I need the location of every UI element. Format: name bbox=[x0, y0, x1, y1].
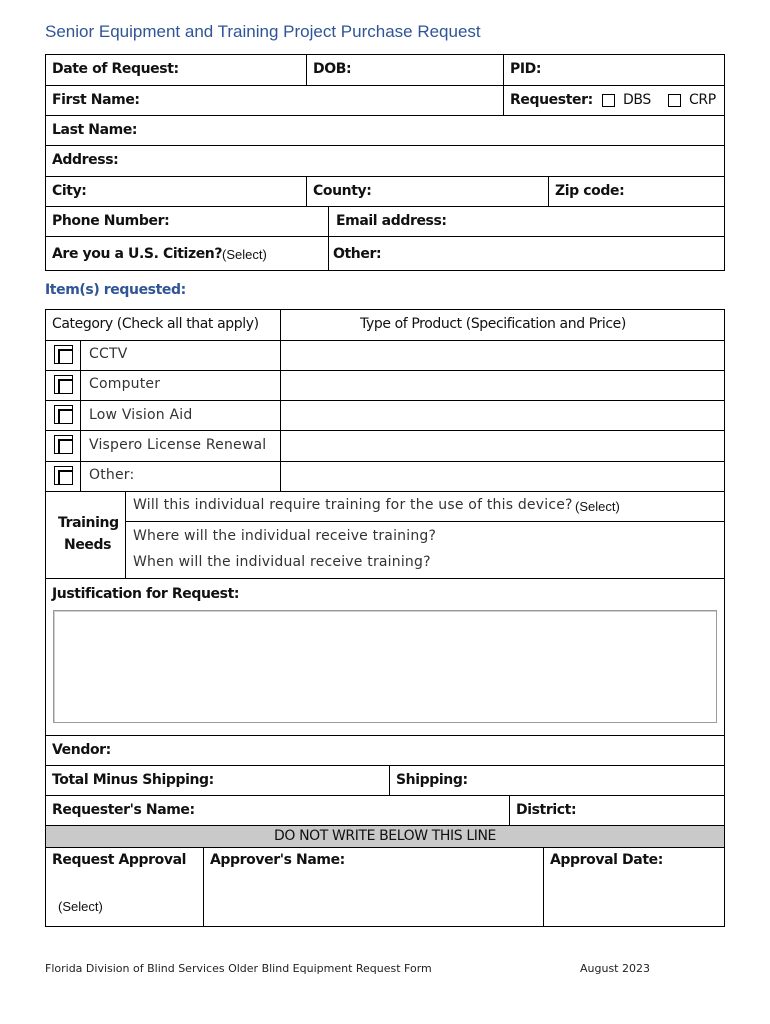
divider bbox=[45, 309, 725, 310]
zip-code-label: Zip code: bbox=[555, 183, 625, 199]
requester-label: Requester: bbox=[510, 92, 593, 108]
requester-dbs-label: DBS bbox=[623, 92, 651, 108]
category-vispero-checkbox[interactable] bbox=[54, 435, 73, 454]
request-approval-label: Request Approval bbox=[52, 852, 187, 868]
divider bbox=[45, 145, 725, 146]
divider bbox=[724, 309, 725, 579]
divider bbox=[724, 54, 725, 271]
divider bbox=[45, 54, 46, 271]
divider bbox=[80, 340, 81, 492]
divider bbox=[45, 340, 725, 341]
items-requested-heading: Item(s) requested: bbox=[45, 282, 186, 298]
city-label: City: bbox=[52, 183, 87, 199]
footer-form-name: Florida Division of Blind Services Older Blind Equipment Request Form bbox=[45, 962, 432, 975]
divider bbox=[543, 848, 544, 927]
email-address-label: Email address: bbox=[336, 213, 447, 229]
justification-textarea[interactable] bbox=[53, 610, 717, 723]
divider bbox=[548, 176, 549, 206]
divider bbox=[45, 795, 725, 796]
county-label: County: bbox=[313, 183, 372, 199]
category-computer-label: Computer bbox=[89, 376, 161, 392]
total-minus-shipping-label: Total Minus Shipping: bbox=[52, 772, 214, 788]
divider bbox=[389, 765, 390, 795]
category-vispero-label: Vispero License Renewal bbox=[89, 437, 267, 453]
justification-label: Justification for Request: bbox=[52, 586, 240, 602]
do-not-write-text: DO NOT WRITE BELOW THIS LINE bbox=[274, 828, 496, 844]
shipping-label: Shipping: bbox=[396, 772, 468, 788]
district-label: District: bbox=[516, 802, 577, 818]
divider bbox=[45, 735, 725, 736]
divider bbox=[45, 270, 725, 271]
divider bbox=[45, 370, 725, 371]
category-cctv-checkbox[interactable] bbox=[54, 345, 73, 364]
divider bbox=[306, 54, 307, 85]
last-name-label: Last Name: bbox=[52, 122, 138, 138]
divider bbox=[45, 926, 725, 927]
address-label: Address: bbox=[52, 152, 119, 168]
category-low-vision-aid-checkbox[interactable] bbox=[54, 405, 73, 424]
divider bbox=[125, 521, 725, 522]
category-header: Category (Check all that apply) bbox=[52, 316, 259, 332]
divider bbox=[45, 400, 725, 401]
divider bbox=[306, 176, 307, 206]
divider bbox=[45, 54, 725, 55]
phone-number-label: Phone Number: bbox=[52, 213, 170, 229]
divider bbox=[45, 236, 725, 237]
other-label: Other: bbox=[333, 246, 382, 262]
approvers-name-label: Approver's Name: bbox=[210, 852, 345, 868]
requester-crp-label: CRP bbox=[689, 92, 716, 108]
training-needs-label-line1: Training bbox=[58, 515, 119, 531]
pid-label: PID: bbox=[510, 61, 542, 77]
divider bbox=[503, 54, 504, 115]
divider bbox=[45, 115, 725, 116]
training-question-when: When will the individual receive training? bbox=[133, 554, 431, 570]
category-computer-checkbox[interactable] bbox=[54, 375, 73, 394]
divider bbox=[509, 795, 510, 825]
divider bbox=[45, 578, 46, 927]
footer-date: August 2023 bbox=[580, 962, 650, 975]
divider bbox=[45, 765, 725, 766]
divider bbox=[45, 309, 46, 579]
category-cctv-label: CCTV bbox=[89, 346, 128, 362]
form-title: Senior Equipment and Training Project Purchase Request bbox=[45, 22, 481, 41]
citizen-label: Are you a U.S. Citizen? bbox=[52, 246, 223, 262]
request-approval-select[interactable]: (Select) bbox=[58, 899, 103, 914]
divider bbox=[45, 176, 725, 177]
training-question-require: Will this individual require training for the use of this device? bbox=[133, 497, 573, 513]
training-require-select[interactable]: (Select) bbox=[575, 499, 620, 514]
training-needs-label-line2: Needs bbox=[64, 537, 112, 553]
vendor-label: Vendor: bbox=[52, 742, 111, 758]
training-question-where: Where will the individual receive training? bbox=[133, 528, 437, 544]
first-name-label: First Name: bbox=[52, 92, 140, 108]
category-low-vision-aid-label: Low Vision Aid bbox=[89, 407, 193, 423]
requester-dbs-checkbox[interactable] bbox=[602, 94, 615, 107]
citizen-select[interactable]: (Select) bbox=[222, 247, 267, 262]
requesters-name-label: Requester's Name: bbox=[52, 802, 195, 818]
divider bbox=[45, 491, 725, 492]
product-type-header: Type of Product (Specification and Price) bbox=[360, 316, 626, 332]
requester-crp-checkbox[interactable] bbox=[668, 94, 681, 107]
date-of-request-label: Date of Request: bbox=[52, 61, 179, 77]
divider bbox=[203, 848, 204, 927]
divider bbox=[125, 491, 126, 579]
divider bbox=[328, 206, 329, 271]
category-other-label: Other: bbox=[89, 467, 135, 483]
category-other-checkbox[interactable] bbox=[54, 466, 73, 485]
dob-label: DOB: bbox=[313, 61, 352, 77]
divider bbox=[45, 85, 725, 86]
divider bbox=[280, 309, 281, 492]
divider bbox=[724, 578, 725, 927]
divider bbox=[45, 578, 725, 579]
divider bbox=[45, 206, 725, 207]
approval-date-label: Approval Date: bbox=[550, 852, 663, 868]
divider bbox=[45, 461, 725, 462]
divider bbox=[45, 430, 725, 431]
